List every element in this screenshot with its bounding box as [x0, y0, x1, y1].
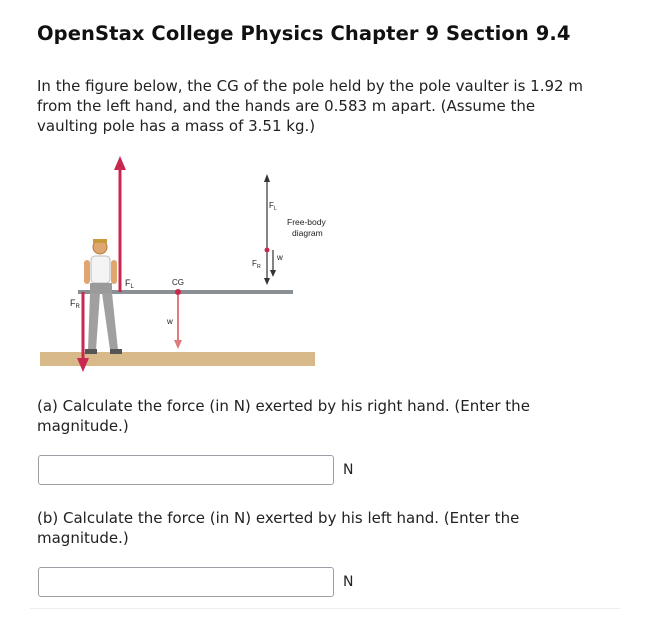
- unit-a: N: [343, 462, 354, 478]
- page-title: OpenStax College Physics Chapter 9 Section 9.4: [37, 22, 571, 45]
- cg-dot: [175, 289, 181, 295]
- cg-label: CG: [172, 278, 184, 287]
- fbd-title-line1: Free-body: [287, 217, 326, 227]
- fbd-w-label: w: [277, 253, 283, 262]
- fbd-title-line2: diagram: [292, 228, 323, 238]
- fl-arrowhead: [114, 156, 126, 170]
- fr-label: $F_R$: [70, 298, 80, 310]
- problem-statement: In the figure below, the CG of the pole held by the pole vaulter is 1.92 m from the left hand, and the hands are 0.583 m apart. (Assume the vaulting pole has a mass of 3.51 kg.): [37, 77, 583, 135]
- answer-a-input[interactable]: [38, 455, 334, 485]
- question-a: (a) Calculate the force (in N) exerted by his right hand. (Enter the magnitude.): [37, 397, 530, 435]
- w-label: w: [167, 317, 173, 326]
- question-b: (b) Calculate the force (in N) exerted by his left hand. (Enter the magnitude.): [37, 509, 520, 547]
- unit-b: N: [343, 574, 354, 590]
- weight-arrowhead: [174, 340, 182, 349]
- pole-vaulter-diagram: [30, 150, 330, 380]
- fbd-fl-label: $F_L$: [269, 201, 277, 212]
- fl-label: $F_L$: [125, 278, 134, 290]
- figure: [30, 150, 330, 380]
- pole-vaulter-figure: [84, 239, 122, 354]
- answer-b-input[interactable]: [38, 567, 334, 597]
- divider: [30, 608, 620, 609]
- free-body-diagram: [252, 174, 326, 285]
- fbd-fr-label: $F_R$: [252, 259, 261, 270]
